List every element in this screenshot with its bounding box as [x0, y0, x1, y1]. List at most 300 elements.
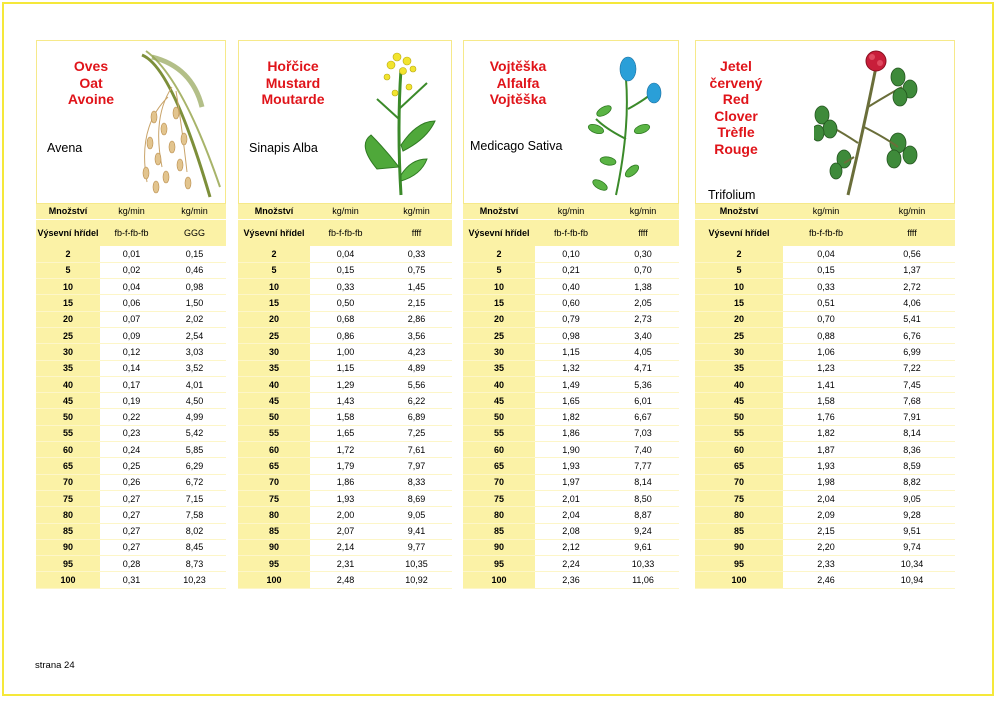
row-label: 80 — [238, 507, 310, 523]
crop-names — [464, 58, 572, 108]
table-row — [695, 376, 955, 392]
value-cell: 7,03 — [607, 425, 679, 441]
row-label: 5 — [463, 262, 535, 278]
value-cell: 2,86 — [381, 311, 452, 327]
table-row — [695, 539, 955, 555]
row-label: 15 — [695, 295, 783, 311]
table-row — [695, 246, 955, 262]
row-label: 75 — [463, 490, 535, 506]
value-cell: 1,15 — [535, 344, 607, 360]
oat-plant-illustration — [132, 47, 224, 199]
value-cell: 0,25 — [100, 458, 163, 474]
value-cell: 3,52 — [163, 360, 226, 376]
value-cell: 5,56 — [381, 376, 452, 392]
value-cell: 0,04 — [783, 246, 869, 262]
crop-panel-oat — [36, 40, 226, 589]
value-cell: 6,99 — [869, 344, 955, 360]
table-row — [36, 474, 226, 490]
table-row — [695, 279, 955, 295]
header-row-units — [463, 204, 679, 219]
value-cell: 9,28 — [869, 507, 955, 523]
table-row — [463, 360, 679, 376]
crop-name-english: Oat — [79, 74, 103, 91]
row-label: 40 — [695, 376, 783, 392]
row-label: 80 — [36, 507, 100, 523]
row-label: 40 — [463, 376, 535, 392]
table-row — [238, 262, 452, 278]
crop-card-oat — [36, 40, 226, 204]
crop-names — [696, 58, 776, 157]
table-row — [463, 393, 679, 409]
header-row-units — [238, 204, 452, 219]
row-label: 95 — [238, 556, 310, 572]
table-row — [36, 311, 226, 327]
value-cell: 2,14 — [310, 539, 381, 555]
value-cell: 0,04 — [100, 279, 163, 295]
table-row — [463, 376, 679, 392]
value-cell: 1,82 — [535, 409, 607, 425]
row-label: 80 — [695, 507, 783, 523]
row-label: 85 — [463, 523, 535, 539]
value-cell: 4,23 — [381, 344, 452, 360]
value-cell: 1,76 — [783, 409, 869, 425]
header-row-shaft — [36, 219, 226, 246]
value-cell: 2,15 — [783, 523, 869, 539]
table-row — [463, 262, 679, 278]
table-row — [238, 295, 452, 311]
value-cell: 0,02 — [100, 262, 163, 278]
row-label: 50 — [695, 409, 783, 425]
value-cell: 6,72 — [163, 474, 226, 490]
value-cell: 4,99 — [163, 409, 226, 425]
row-label: 95 — [36, 556, 100, 572]
value-cell: 1,72 — [310, 442, 381, 458]
value-cell: 0,07 — [100, 311, 163, 327]
row-label: 25 — [36, 327, 100, 343]
table-row — [36, 458, 226, 474]
value-cell: 7,97 — [381, 458, 452, 474]
row-label: 90 — [36, 539, 100, 555]
value-cell: 0,15 — [163, 246, 226, 262]
crop-card-red-clover — [695, 40, 955, 204]
row-label: 85 — [36, 523, 100, 539]
value-cell: 1,50 — [163, 295, 226, 311]
row-label: 55 — [695, 425, 783, 441]
value-cell: 1,23 — [783, 360, 869, 376]
row-label: 65 — [238, 458, 310, 474]
value-cell: 0,15 — [310, 262, 381, 278]
value-cell: 1,90 — [535, 442, 607, 458]
value-cell: 1,58 — [310, 409, 381, 425]
value-cell: 9,51 — [869, 523, 955, 539]
table-row — [463, 490, 679, 506]
row-label: 70 — [463, 474, 535, 490]
row-label: 70 — [238, 474, 310, 490]
value-cell: 0,27 — [100, 490, 163, 506]
value-cell: 1,93 — [310, 490, 381, 506]
value-cell: 1,79 — [310, 458, 381, 474]
table-row — [36, 295, 226, 311]
value-cell: 2,54 — [163, 327, 226, 343]
value-cell: 9,05 — [869, 490, 955, 506]
crop-card-mustard — [238, 40, 452, 204]
value-cell: 0,27 — [100, 507, 163, 523]
row-label: 15 — [463, 295, 535, 311]
row-label: 100 — [463, 572, 535, 588]
table-row — [238, 376, 452, 392]
crop-name-french: Avoine — [67, 91, 115, 107]
value-cell: 0,98 — [163, 279, 226, 295]
value-cell: 0,04 — [310, 246, 381, 262]
row-label: 30 — [463, 344, 535, 360]
row-label: 20 — [36, 311, 100, 327]
value-cell: 1,98 — [783, 474, 869, 490]
row-label: 90 — [238, 539, 310, 555]
row-label: 25 — [238, 327, 310, 343]
row-label: 5 — [36, 262, 100, 278]
row-label: 60 — [36, 442, 100, 458]
latin-name: Trifolium — [708, 188, 756, 202]
value-cell: 9,77 — [381, 539, 452, 555]
value-cell: 10,23 — [163, 572, 226, 588]
value-cell: 4,50 — [163, 393, 226, 409]
value-cell: 2,12 — [535, 539, 607, 555]
row-label: 10 — [36, 279, 100, 295]
value-cell: 2,09 — [783, 507, 869, 523]
row-label: 45 — [238, 393, 310, 409]
value-cell: 8,14 — [607, 474, 679, 490]
table-row — [36, 279, 226, 295]
value-cell: 1,58 — [783, 393, 869, 409]
table-row — [695, 262, 955, 278]
crop-name-french: Moutarde — [261, 91, 325, 107]
header-shaft-config: fb-f-fb-fb — [535, 219, 607, 246]
value-cell: 0,22 — [100, 409, 163, 425]
header-shaft-config: fb-f-fb-fb — [310, 219, 381, 246]
table-row — [36, 246, 226, 262]
header-row-shaft — [463, 219, 679, 246]
table-row — [695, 425, 955, 441]
table-row — [238, 490, 452, 506]
header-shaft-config: fb-f-fb-fb — [783, 219, 869, 246]
table-row — [238, 572, 452, 588]
crop-name-czech: Jetel — [720, 58, 752, 74]
value-cell: 8,73 — [163, 556, 226, 572]
table-row — [36, 572, 226, 588]
value-cell: 0,01 — [100, 246, 163, 262]
value-cell: 10,33 — [607, 556, 679, 572]
table-row — [238, 327, 452, 343]
value-cell: 1,32 — [535, 360, 607, 376]
table-row — [238, 393, 452, 409]
value-cell: 9,41 — [381, 523, 452, 539]
table-row — [238, 246, 452, 262]
value-cell: 6,29 — [163, 458, 226, 474]
value-cell: 0,27 — [100, 523, 163, 539]
value-cell: 6,67 — [607, 409, 679, 425]
crop-name-czech: Hořčice — [267, 58, 319, 74]
value-cell: 10,94 — [869, 572, 955, 588]
value-cell: 7,45 — [869, 376, 955, 392]
header-row-shaft — [238, 219, 452, 246]
value-cell: 2,05 — [607, 295, 679, 311]
value-cell: 1,93 — [783, 458, 869, 474]
row-label: 2 — [238, 246, 310, 262]
table-row — [463, 327, 679, 343]
value-cell: 0,98 — [535, 327, 607, 343]
header-seeding-shaft: Výsevní hřídel — [695, 219, 783, 246]
row-label: 85 — [238, 523, 310, 539]
table-row — [695, 442, 955, 458]
value-cell: 8,45 — [163, 539, 226, 555]
seeding-table — [695, 204, 955, 589]
value-cell: 1,82 — [783, 425, 869, 441]
table-row — [695, 393, 955, 409]
row-label: 2 — [695, 246, 783, 262]
value-cell: 7,40 — [607, 442, 679, 458]
row-label: 95 — [463, 556, 535, 572]
header-seeding-shaft: Výsevní hřídel — [36, 219, 100, 246]
row-label: 35 — [238, 360, 310, 376]
table-row — [238, 474, 452, 490]
table-row — [36, 490, 226, 506]
table-row — [695, 360, 955, 376]
table-row — [238, 556, 452, 572]
value-cell: 0,75 — [381, 262, 452, 278]
value-cell: 0,33 — [783, 279, 869, 295]
header-unit: kg/min — [869, 204, 955, 219]
value-cell: 0,88 — [783, 327, 869, 343]
value-cell: 8,14 — [869, 425, 955, 441]
table-row — [238, 344, 452, 360]
table-row — [463, 507, 679, 523]
table-row — [695, 474, 955, 490]
header-row-units — [36, 204, 226, 219]
value-cell: 8,33 — [381, 474, 452, 490]
latin-name: Sinapis Alba — [249, 141, 318, 155]
value-cell: 0,50 — [310, 295, 381, 311]
row-label: 5 — [695, 262, 783, 278]
value-cell: 2,08 — [535, 523, 607, 539]
value-cell: 4,06 — [869, 295, 955, 311]
value-cell: 9,74 — [869, 539, 955, 555]
table-row — [238, 539, 452, 555]
table-row — [36, 442, 226, 458]
value-cell: 2,72 — [869, 279, 955, 295]
value-cell: 2,73 — [607, 311, 679, 327]
header-shaft-config: fb-f-fb-fb — [100, 219, 163, 246]
value-cell: 0,10 — [535, 246, 607, 262]
row-label: 25 — [463, 327, 535, 343]
value-cell: 0,33 — [381, 246, 452, 262]
table-row — [463, 523, 679, 539]
row-label: 95 — [695, 556, 783, 572]
table-row — [463, 311, 679, 327]
row-label: 45 — [36, 393, 100, 409]
row-label: 70 — [36, 474, 100, 490]
row-label: 30 — [238, 344, 310, 360]
value-cell: 0,15 — [783, 262, 869, 278]
crop-name-french-2: Rouge — [714, 140, 758, 157]
value-cell: 10,34 — [869, 556, 955, 572]
row-label: 40 — [36, 376, 100, 392]
value-cell: 0,70 — [607, 262, 679, 278]
row-label: 2 — [36, 246, 100, 262]
row-label: 50 — [36, 409, 100, 425]
table-row — [238, 311, 452, 327]
header-shaft-config: ffff — [869, 219, 955, 246]
value-cell: 8,50 — [607, 490, 679, 506]
value-cell: 0,23 — [100, 425, 163, 441]
header-unit: kg/min — [783, 204, 869, 219]
value-cell: 1,06 — [783, 344, 869, 360]
seeding-table — [463, 204, 679, 589]
value-cell: 6,01 — [607, 393, 679, 409]
value-cell: 2,33 — [783, 556, 869, 572]
header-quantity: Množství — [695, 204, 783, 219]
alfalfa-plant-illustration — [586, 49, 676, 199]
value-cell: 5,42 — [163, 425, 226, 441]
value-cell: 0,21 — [535, 262, 607, 278]
header-unit: kg/min — [163, 204, 226, 219]
table-row — [463, 425, 679, 441]
value-cell: 0,27 — [100, 539, 163, 555]
table-row — [463, 556, 679, 572]
header-unit: kg/min — [607, 204, 679, 219]
table-row — [36, 262, 226, 278]
table-row — [238, 458, 452, 474]
value-cell: 3,40 — [607, 327, 679, 343]
row-label: 45 — [695, 393, 783, 409]
latin-name: Avena — [47, 141, 83, 155]
header-unit: kg/min — [535, 204, 607, 219]
value-cell: 0,26 — [100, 474, 163, 490]
row-label: 35 — [463, 360, 535, 376]
row-label: 5 — [238, 262, 310, 278]
value-cell: 7,68 — [869, 393, 955, 409]
value-cell: 0,40 — [535, 279, 607, 295]
row-label: 65 — [695, 458, 783, 474]
value-cell: 0,09 — [100, 327, 163, 343]
value-cell: 4,71 — [607, 360, 679, 376]
table-row — [238, 442, 452, 458]
header-quantity: Množství — [238, 204, 310, 219]
value-cell: 2,46 — [783, 572, 869, 588]
header-seeding-shaft: Výsevní hřídel — [463, 219, 535, 246]
row-label: 85 — [695, 523, 783, 539]
value-cell: 1,41 — [783, 376, 869, 392]
value-cell: 1,93 — [535, 458, 607, 474]
table-row — [238, 425, 452, 441]
value-cell: 8,36 — [869, 442, 955, 458]
value-cell: 9,61 — [607, 539, 679, 555]
table-row — [463, 279, 679, 295]
row-label: 90 — [463, 539, 535, 555]
crop-name-czech: Oves — [73, 58, 109, 74]
value-cell: 4,01 — [163, 376, 226, 392]
row-label: 35 — [695, 360, 783, 376]
value-cell: 2,36 — [535, 572, 607, 588]
row-label: 100 — [238, 572, 310, 588]
value-cell: 0,33 — [310, 279, 381, 295]
row-label: 55 — [36, 425, 100, 441]
row-label: 75 — [695, 490, 783, 506]
clover-plant-illustration — [814, 47, 924, 197]
table-row — [695, 409, 955, 425]
table-row — [238, 279, 452, 295]
value-cell: 4,05 — [607, 344, 679, 360]
value-cell: 2,04 — [535, 507, 607, 523]
table-row — [695, 311, 955, 327]
value-cell: 2,01 — [535, 490, 607, 506]
value-cell: 11,06 — [607, 572, 679, 588]
row-label: 10 — [695, 279, 783, 295]
value-cell: 0,14 — [100, 360, 163, 376]
value-cell: 1,00 — [310, 344, 381, 360]
seeding-table — [238, 204, 452, 589]
row-label: 15 — [36, 295, 100, 311]
latin-name: Medicago Sativa — [470, 139, 563, 153]
row-label: 100 — [36, 572, 100, 588]
crop-names — [239, 58, 347, 108]
row-label: 10 — [463, 279, 535, 295]
row-label: 45 — [463, 393, 535, 409]
header-unit: kg/min — [100, 204, 163, 219]
seeding-table — [36, 204, 226, 589]
value-cell: 7,22 — [869, 360, 955, 376]
row-label: 10 — [238, 279, 310, 295]
table-row — [463, 246, 679, 262]
table-row — [36, 539, 226, 555]
value-cell: 7,77 — [607, 458, 679, 474]
crop-panel-alfalfa — [463, 40, 679, 589]
value-cell: 1,86 — [310, 474, 381, 490]
page-number: strana 24 — [35, 660, 75, 671]
header-shaft-config: ffff — [607, 219, 679, 246]
row-label: 15 — [238, 295, 310, 311]
row-label: 75 — [36, 490, 100, 506]
value-cell: 7,58 — [163, 507, 226, 523]
table-row — [463, 539, 679, 555]
value-cell: 0,28 — [100, 556, 163, 572]
value-cell: 0,56 — [869, 246, 955, 262]
row-label: 65 — [463, 458, 535, 474]
value-cell: 1,38 — [607, 279, 679, 295]
value-cell: 1,87 — [783, 442, 869, 458]
row-label: 40 — [238, 376, 310, 392]
crop-name-czech-2: červený — [709, 74, 763, 91]
row-label: 80 — [463, 507, 535, 523]
value-cell: 0,70 — [783, 311, 869, 327]
table-row — [695, 572, 955, 588]
value-cell: 0,31 — [100, 572, 163, 588]
value-cell: 1,45 — [381, 279, 452, 295]
value-cell: 1,37 — [869, 262, 955, 278]
crop-name-english-2: Clover — [714, 107, 758, 124]
value-cell: 7,61 — [381, 442, 452, 458]
table-row — [463, 474, 679, 490]
table-row — [36, 409, 226, 425]
table-row — [36, 556, 226, 572]
value-cell: 6,76 — [869, 327, 955, 343]
value-cell: 2,20 — [783, 539, 869, 555]
value-cell: 9,24 — [607, 523, 679, 539]
row-label: 100 — [695, 572, 783, 588]
table-row — [36, 344, 226, 360]
row-label: 2 — [463, 246, 535, 262]
value-cell: 8,82 — [869, 474, 955, 490]
table-row — [695, 556, 955, 572]
